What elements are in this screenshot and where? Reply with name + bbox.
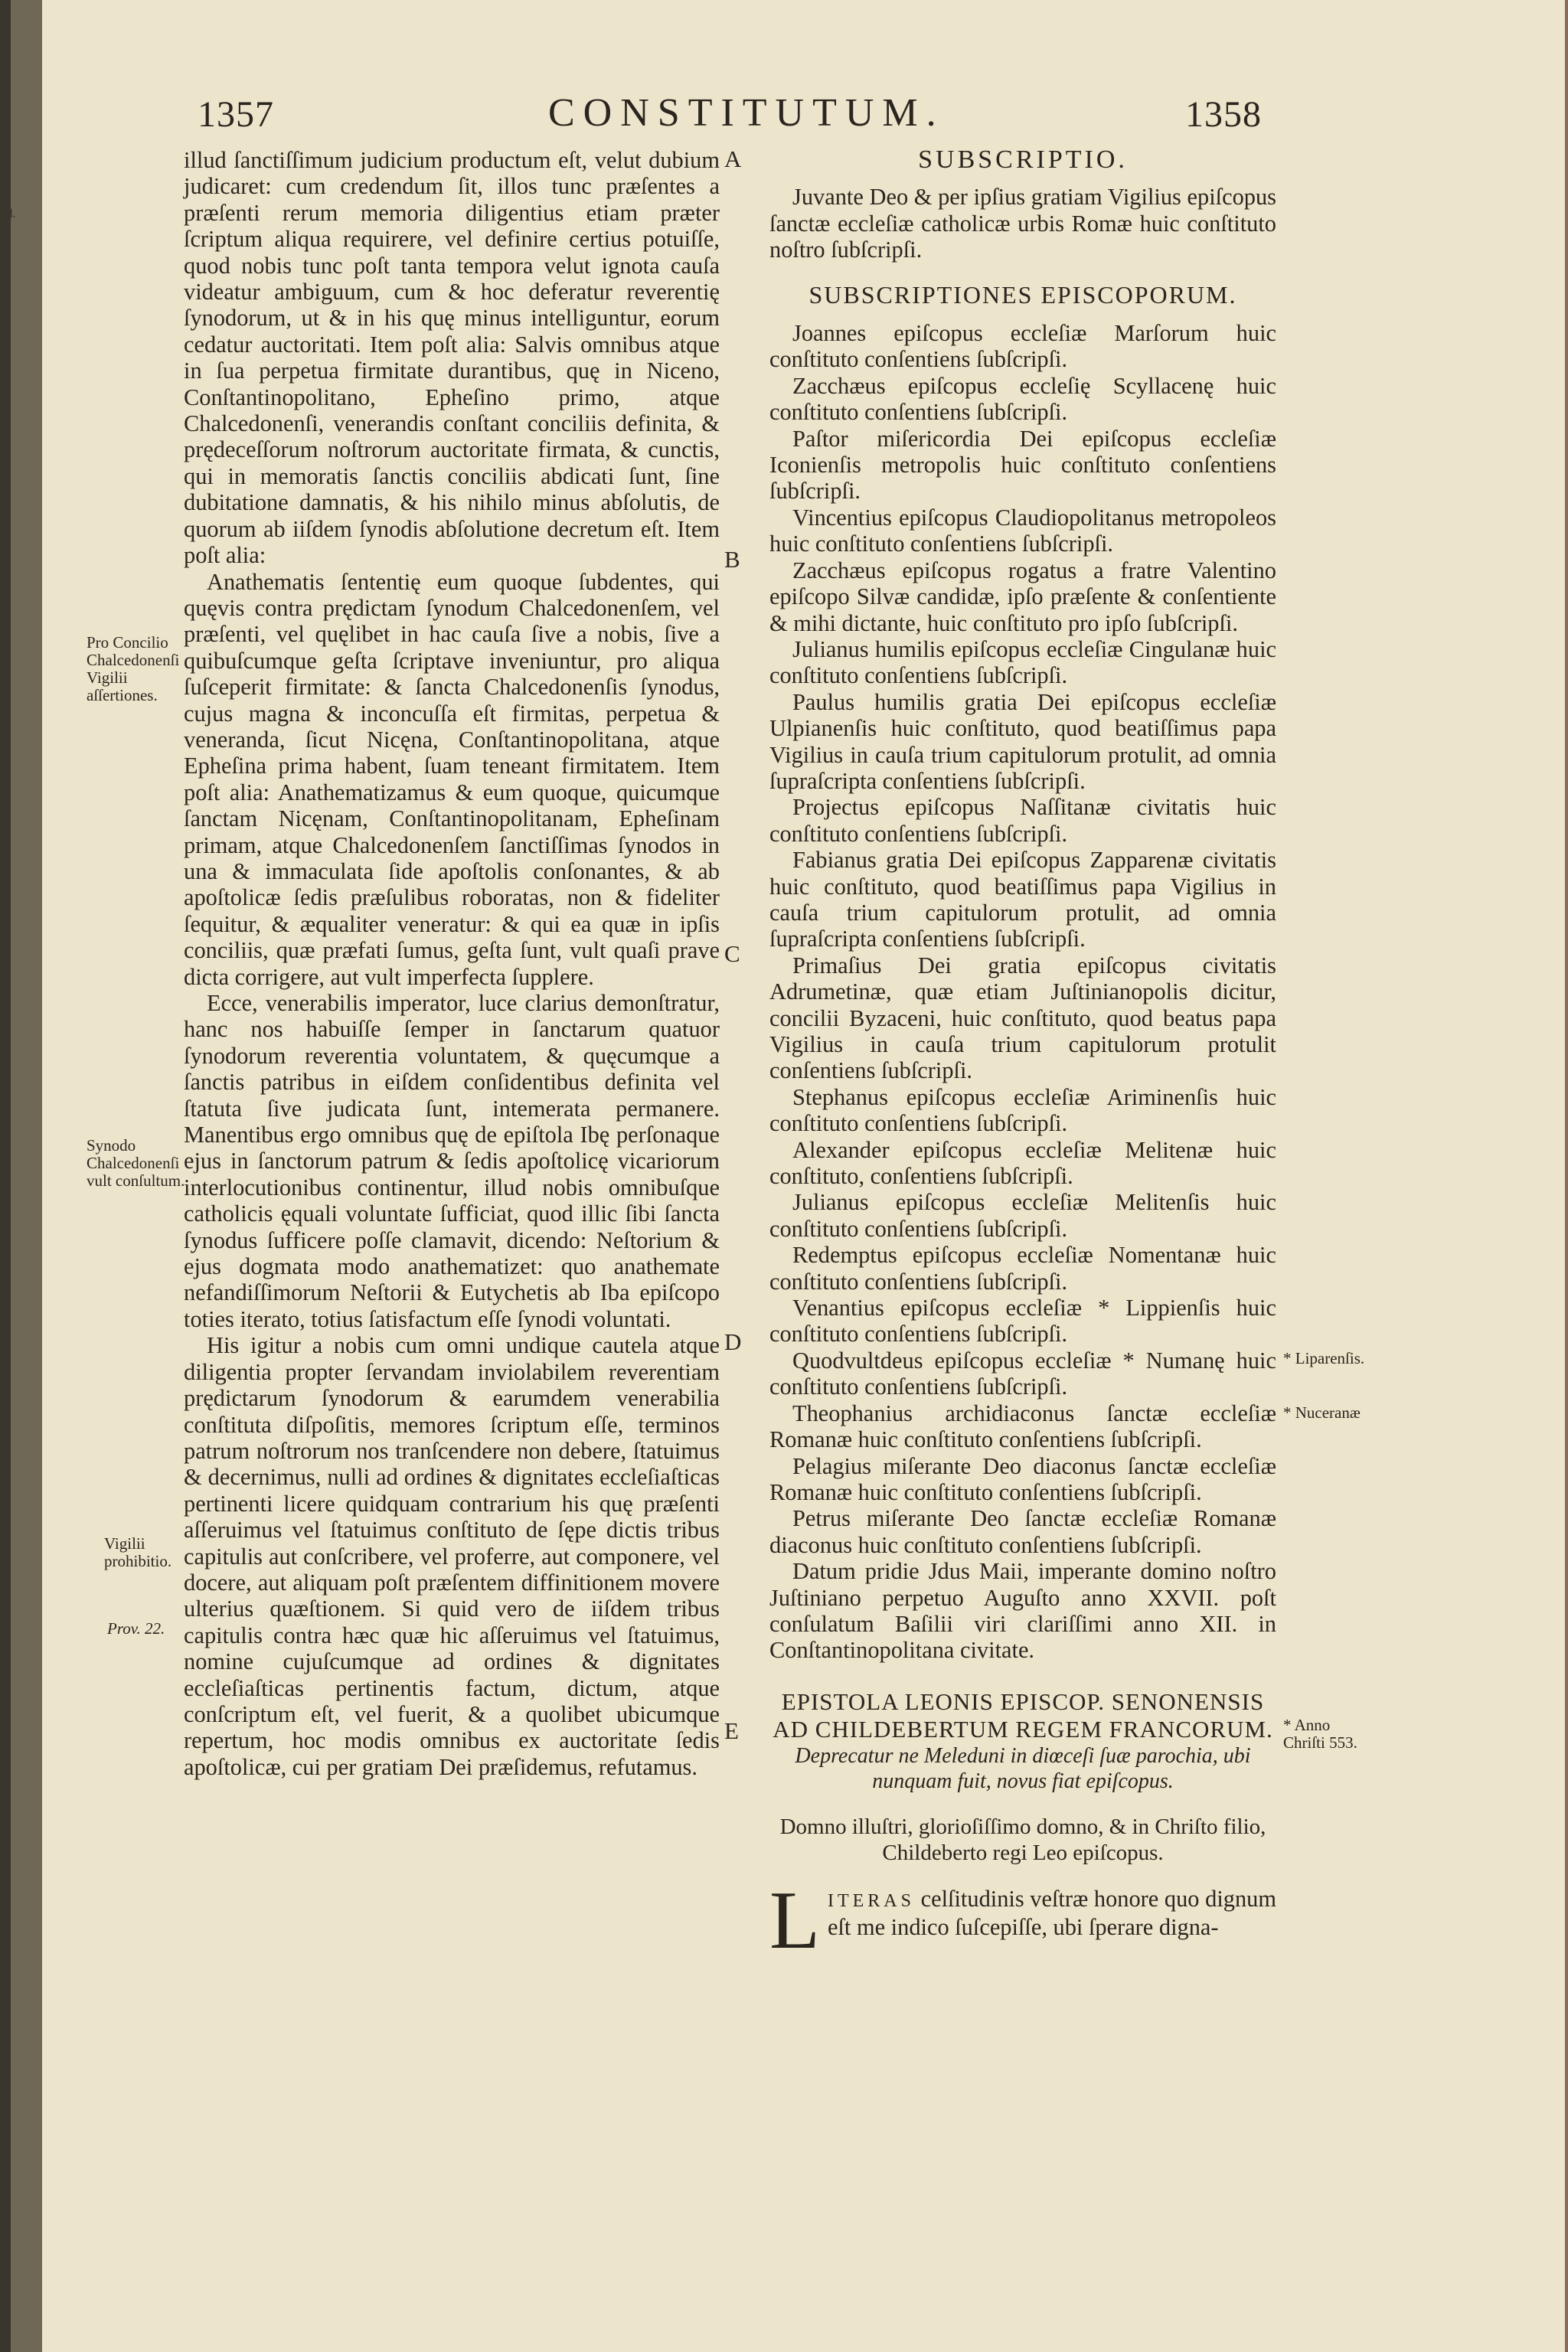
facing-page-fragment: ıd. (3, 207, 16, 220)
paragraph: Anathematis ſententię eum quoque ſubdentes, qui quęvis contra prędictam ſynodum Chalcedonenſem, vel præſenti, vel quęlibet in hac cauſa ſive a nobis, ſive a quibuſcumque geſta ſcriptave inveniuntur, pro aliqua ſuſceperit firmitate: & ſancta Chalcedonenſis ſynodus, cujus magna & inconcuſſa eſt firmitas, perpetua & veneranda, ſicut Nicęna, Conſtantinopolitana, atque Epheſina prima habent, ſuam teneant firmitatem. Item poſt alia: Anathematizamus & eum quoque, quicumque ſanctam Nicęnam, Conſtantinopolitanam, Epheſinam primam, atque Chalcedonenſem ſanctiſſimas ſynodos in una & immaculata ſide apoſtolis conſonantes, & ab apoſtolicæ ſedis præſulibus roboratas, non & fideliter ſequitur, & æqualiter veneratur: & qui ea quæ in ipſis conciliis, quæ præfati ſumus, geſta ſunt, vult quaſi prave dicta corrigere, aut vult imperfecta ſupplere. (184, 568, 720, 990)
page-number-right: 1358 (1185, 94, 1262, 135)
subscription-item: Theophanius archidiaconus ſanctæ eccleſiæ Romanæ huic conſtituto conſentiens ſubſcripſi. (769, 1400, 1276, 1453)
subscription-item: Joannes epiſcopus eccleſiæ Marſorum huic conſtituto conſentiens ſubſcripſi. (769, 320, 1276, 373)
subscription-item: Fabianus gratia Dei epiſcopus Zapparenæ civitatis huic conſtituto, quod beatiſſimus papa Vigilius in cauſa trium capitulorum protulit, ad omnia ſupraſcripta conſentiens ſubſcripſi. (769, 847, 1276, 952)
paragraph: His igitur a nobis cum omni undique cautela atque diligentia propter ſervandam inviolabilem reverentiam prędictarum ſynodorum & earumdem venerabilia conſtituta diſpoſitis, memores ſcriptum eſſe, terminos patrum noſtrorum nos tranſcendere non debere, ſtatuimus & decernimus, nulli ad ordines & dignitates eccleſiaſticas pertinenti licere quidquam contrarium his quę præſenti aſſeruimus vel ſtatuimus conſtituto de ſępe dictis tribus capitulis aut conſcribere, vel proferre, aut componere, vel docere, aut aliquam poſt præſentem diffinitionem movere ulterius quæſtionem. Si quid vero de iiſdem tribus capitulis contra hæc quæ hic aſſeruimus vel ſtatuimus, nomine cujuſcumque ad ordines & dignitates eccleſiaſticas pertinentis factum, dictum, atque conſcriptum eſt, vel fuerit, & a quolibet ubicumque repertum, hoc modis omnibus ex auctoritate ſedis apoſtolicæ, cui per gratiam Dei præſidemus, refutamus. (184, 1332, 720, 1780)
section-letter-b: B (724, 546, 740, 573)
subscription-item: Paſtor miſericordia Dei epiſcopus eccleſiæ Iconienſis metropolis huic conſtituto conſentiens ſubſcripſi. (769, 425, 1276, 505)
letter-opening (769, 1874, 1276, 1966)
subscription-item: Redemptus epiſcopus eccleſiæ Nomentanæ huic conſtituto conſentiens ſubſcripſi. (769, 1242, 1276, 1295)
section-letter-a: A (724, 145, 742, 172)
subscription-item: Stephanus epiſcopus eccleſiæ Ariminenſis huic conſtituto conſentiens ſubſcripſi. (769, 1083, 1276, 1137)
subscription-item: Julianus epiſcopus eccleſiæ Melitenſis huic conſtituto conſentiens ſubſcripſi. (769, 1189, 1276, 1242)
margin-note-left: Pro Concilio Chalcedonenſi Vigilii aſſertiones. (87, 633, 180, 704)
dating-clause: Datum pridie Jdus Maii, imperante domino noſtro Juſtiniano perpetuo Auguſto anno XXVII. poſt conſulatum Baſilii viri clariſſimi anno XII. in Conſtantinopolitana civitate. (769, 1558, 1276, 1664)
subscriptio-text: Juvante Deo & per ipſius gratiam Vigilius epiſcopus ſanctæ eccleſiæ catholicæ urbis Romæ huic conſtituto noſtro ſubſcripſi. (769, 184, 1276, 263)
margin-note-right: * Liparenſis. (1283, 1349, 1365, 1367)
subscription-item: Paulus humilis gratia Dei epiſcopus eccleſiæ Ulpianenſis huic conſtituto, quod beatiſſimus papa Vigilius in cauſa trium capitulorum protulit, ad omnia ſupraſcripta conſentiens ſubſcripſi. (769, 688, 1276, 794)
margin-note-left: Synodo Chalcedonenſi vult conſultum. (87, 1136, 185, 1190)
subscription-item: Julianus humilis epiſcopus eccleſiæ Cingulanæ huic conſtituto conſentiens ſubſcripſi. (769, 635, 1276, 689)
drop-cap: L (769, 1874, 820, 1966)
right-text-column (769, 145, 1276, 1966)
left-text-column (184, 147, 720, 1780)
subscriptiones-heading: SUBSCRIPTIONES EPISCOPORUM. (808, 280, 1237, 309)
subscriptio-heading: SUBSCRIPTIO. (918, 145, 1128, 174)
subscription-item: Zacchæus epiſcopus rogatus a fratre Valentino epiſcopo Silvæ candidæ, ipſo præſente & conſentiente & mihi dictante, huic conſtituto pro ipſo ſubſcripſi. (769, 557, 1276, 636)
page-number-left: 1357 (198, 94, 274, 135)
margin-note-right: * Anno Chriſti 553. (1283, 1716, 1357, 1752)
margin-note-left: Vigilii prohibitio. (104, 1534, 172, 1570)
subscription-item: Vincentius epiſcopus Claudiopolitanus metropoleos huic conſtituto conſentiens ſubſcripſi. (769, 504, 1276, 557)
section-letter-e: E (724, 1717, 739, 1744)
page-right-edge (1565, 0, 1568, 2352)
section-letter-c: C (724, 940, 740, 967)
section-letter-d: D (724, 1328, 742, 1355)
letter-text: celſitudinis veſtræ honore quo dignum eſt me indico ſuſcepiſſe, ubi ſperare digna- (827, 1885, 1276, 1941)
subscription-item: Venantius epiſcopus eccleſiæ * Lippienſis huic conſtituto conſentiens ſubſcripſi. (769, 1295, 1276, 1348)
running-head: CONSTITUTUM. (548, 91, 945, 135)
subscription-item: Quodvultdeus epiſcopus eccleſiæ * Numanę huic conſtituto conſentiens ſubſcripſi. (769, 1347, 1276, 1400)
letter-start-word: ITERAS (827, 1890, 915, 1911)
margin-note-right: * Nuceranæ (1283, 1403, 1361, 1422)
page-edge-shadow (0, 0, 11, 2352)
salutation: Domno illuſtri, glorioſiſſimo domno, & in Chriſto filio, Childeberto regi Leo epiſcopus. (779, 1814, 1266, 1865)
margin-note-left: Prov. 22. (107, 1619, 165, 1638)
subscription-item: Alexander epiſcopus eccleſiæ Melitenæ huic conſtituto, conſentiens ſubſcripſi. (769, 1136, 1276, 1190)
epistola-title: EPISTOLA LEONIS EPISCOP. SENONENSIS AD CHILDEBERTUM REGEM FRANCORUM. (773, 1687, 1273, 1743)
subscription-item: Pelagius miſerante Deo diaconus ſanctæ eccleſiæ Romanæ huic conſtituto conſentiens ſubſcripſi. (769, 1452, 1276, 1505)
subscription-item: Petrus miſerante Deo ſanctæ eccleſiæ Romanæ diaconus huic conſtituto conſentiens ſubſcripſi. (769, 1505, 1276, 1558)
subscription-item: Zacchæus epiſcopus eccleſię Scyllacenę huic conſtituto conſentiens ſubſcripſi. (769, 372, 1276, 426)
paragraph: Ecce, venerabilis imperator, luce clarius demonſtratur, hanc nos habuiſſe ſemper in ſanctarum quatuor ſynodorum reverentia voluntatem, & quęcumque a ſanctis patribus in eiſdem conſidentibus definita vel ſtatuta ſive judicata ſunt, intemerata permanere. Manentibus ergo omnibus quę de epiſtola Ibę perſonaque ejus in ſanctorum patrum & ſedis apoſtolicę vicariorum interlocutionibus continentur, illud nobis omnibuſque catholicis ęquali voluntate ſufficiat, quod illic ſibi ſancta ſynodus ſufficere poſſe clamavit, dicendo: Neſtorium & ejus dogmata modo anathematizet: quo anathemate nefandiſſimorum Neſtorii & Eutychetis ab Iba epiſcopo toties iterato, totius ſatisfactum eſſe ſynodi voluntati. (184, 990, 720, 1332)
epistola-summary: Deprecatur ne Meleduni in diœceſi ſuæ parochia, ubi nunquam fuit, novus fiat epiſcopus. (795, 1743, 1251, 1793)
paragraph: illud ſanctiſſimum judicium productum eſt, velut dubium judicaret: cum credendum ſit, illos tunc præſentes a præſenti rerum memoria diligentius etiam præter ſcriptum aliqua requirere, vel definire certius potuiſſe, quod nobis tunc poſt tanta tempora velut ignota cauſa videatur ambiguum, cum & hoc deferatur reverentię ſynodorum, ut & in his quę minus intelliguntur, eorum cedatur auctoritati. Item poſt alia: Salvis omnibus atque in ſua perpetua firmitate durantibus, quę in Niceno, Conſtantinopolitano, Epheſino primo, atque Chalcedonenſi, venerandis conſtant conciliis definita, & prędeceſſorum noſtrorum auctoritate firmata, & cunctis, qui in memoratis ſanctis conciliis abdicati ſunt, ſine dubitatione damnatis, & his nihilo minus abſolutis, de quorum ab iiſdem ſynodis abſolutione decretum eſt. Item poſt alia: (184, 147, 720, 569)
subscription-item: Primaſius Dei gratia epiſcopus civitatis Adrumetinæ, quæ etiam Juſtinianopolis dicitur, concilii Byzaceni, huic conſtituto, quod beatus papa Vigilius in cauſa trium capitulorum protulit conſentiens ſubſcripſi. (769, 952, 1276, 1084)
subscription-item: Projectus epiſcopus Naſſitanæ civitatis huic conſtituto conſentiens ſubſcripſi. (769, 794, 1276, 847)
